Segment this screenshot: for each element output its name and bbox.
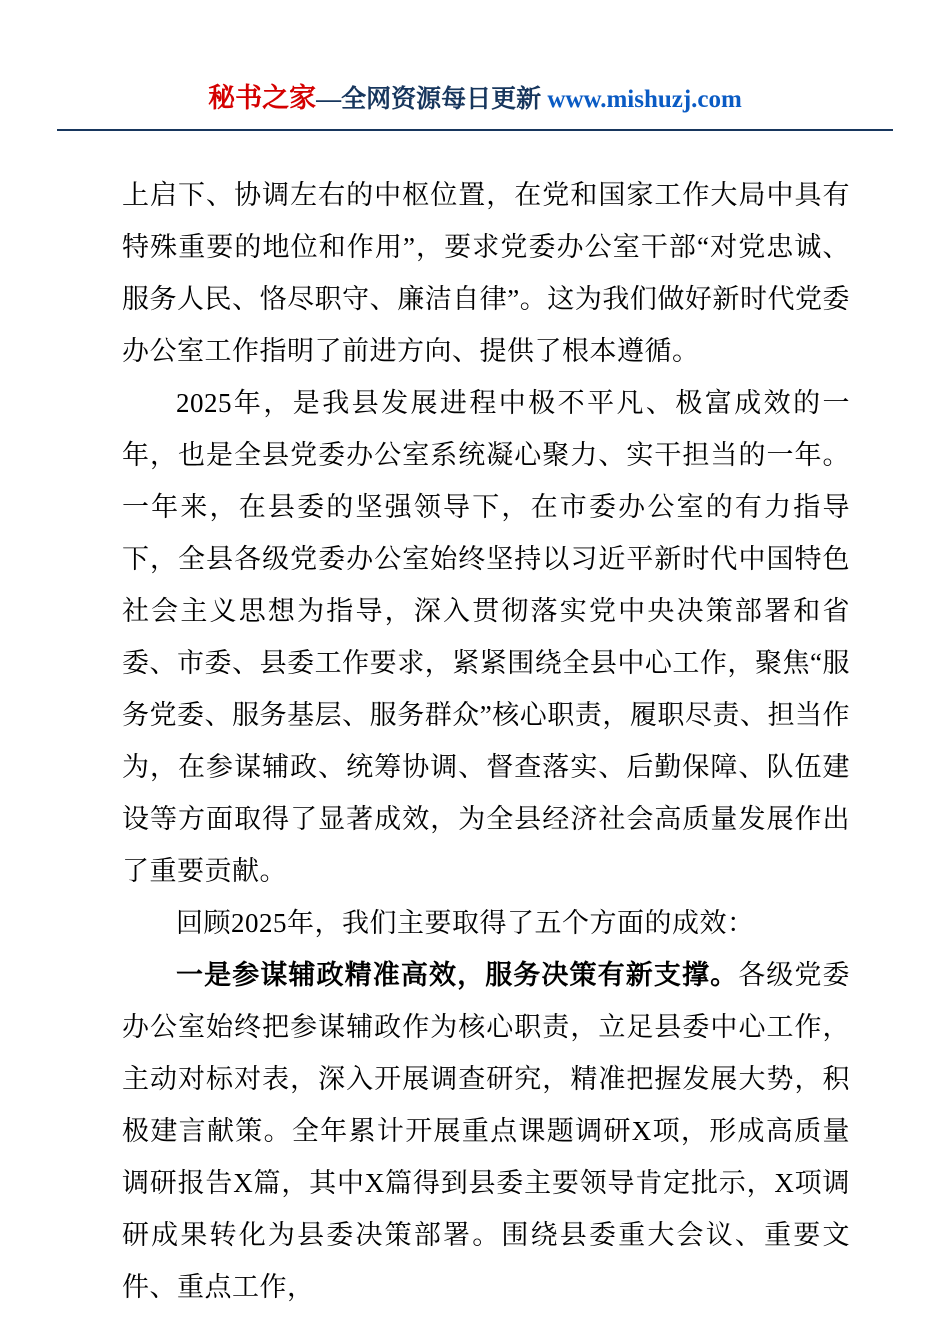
paragraph-lead-bold: 一是参谋辅政精准高效，服务决策有新支撑。 [176, 960, 739, 990]
paragraph-achievement-one [122, 949, 850, 1313]
site-brand: 秘书之家 [208, 83, 317, 113]
paragraph-year-summary: 2025年，是我县发展进程中极不平凡、极富成效的一年，也是全县党委办公室系统凝心聚力、实干担当的一年。一年来，在县委的坚强领导下，在市委办公室的有力指导下，全县各级党委办公室始终坚持以习近平新时代中国特色社会主义思想为指导，深入贯彻落实党中央决策部署和省委、市委、县委工作要求，紧紧围绕全县中心工作，聚焦“服务党委、服务基层、服务群众”核心职责，履职尽责、担当作为，在参谋辅政、统筹协调、督查落实、后勤保障、队伍建设等方面取得了显著成效，为全县经济社会高质量发展作出了重要贡献。 [122, 388, 850, 886]
site-url-link[interactable]: www.mishuzj.com [547, 86, 742, 113]
document-body [0, 131, 950, 1313]
paragraph-continuation: 上启下、协调左右的中枢位置，在党和国家工作大局中具有特殊重要的地位和作用”，要求党委办公室干部“对党忠诚、服务人民、恪尽职守、廉洁自律”。这为我们做好新时代党委办公室工作指明了前进方向、提供了根本遵循。 [122, 180, 850, 366]
site-tagline: —全网资源每日更新 [316, 86, 548, 113]
paragraph-body-text: 各级党委办公室始终把参谋辅政作为核心职责，立足县委中心工作，主动对标对表，深入开展调查研究，精准把握发展大势，积极建言献策。全年累计开展重点课题调研X项，形成高质量调研报告X篇，其中X篇得到县委主要领导肯定批示，X项调研成果转化为县委决策部署。围绕县委重大会议、重要文件、重点工作， [122, 960, 851, 1302]
site-header [0, 0, 950, 115]
paragraph-review-intro: 回顾2025年，我们主要取得了五个方面的成效： [176, 908, 755, 938]
